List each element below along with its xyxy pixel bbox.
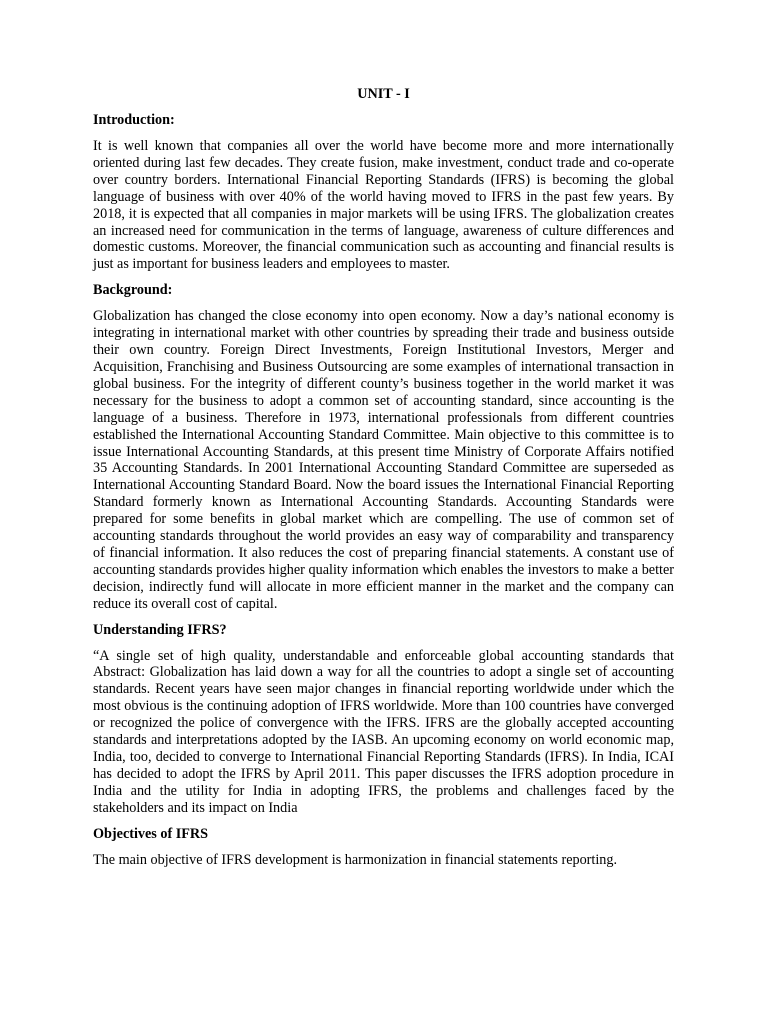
document-page	[93, 86, 674, 878]
section-heading-introduction: Introduction:	[93, 112, 175, 128]
section-heading-understanding-ifrs: Understanding IFRS?	[93, 621, 227, 638]
page-title: UNIT - I	[357, 86, 410, 102]
section-body-background: Globalization has changed the close economy into open economy. Now a day’s national economy is integrating in international market with other countries by spreading their trade and business outside their own country. Foreign Direct Investments, Foreign Institutional Investors, Merger and Acquisition, Franchising and Business Outsourcing are some examples of international transaction in global business. For the integrity of different county’s business together in the world market it was necessary for the business to adopt a common set of accounting standard, since accounting is the language of a business. Therefore in 1973, international professionals from different countries established the International Accounting Standard Committee. Main objective to this committee is to issue International Accounting Standards, at this present time Ministry of Corporate Affairs notified 35 Accounting Standards. In 2001 International Accounting Standard Committee are superseded as International Accounting Standard Board. Now the board issues the International Financial Reporting Standard formerly known as International Accounting Standards. Accounting Standards were prepared for some benefits in global market which are compelling. The use of common set of accounting standards throughout the world provides an easy way of comparability and transparency of financial information. It also reduces the cost of preparing financial statements. A constant use of accounting standards provides higher quality information which enables the investors to make a better decision, indirectly fund will allocate in more efficient manner in the market and the company can reduce its overall cost of capital.	[93, 308, 674, 612]
section-body-understanding-ifrs: “A single set of high quality, understandable and enforceable global accounting standards that Abstract: Globalization has laid down a way for all the countries to adopt a single set of accounting standards. Recent years have seen major changes in financial reporting worldwide under which the most obvious is the continuing adoption of IFRS worldwide. More than 100 countries have converged or recognized the police of convergence with the IFRS. IFRS are the globally accepted accounting standards and interpretations adopted by the IASB. An upcoming economy on world economic map, India, too, decided to converge to International Financial Reporting Standards (IFRS). In India, ICAI has decided to adopt the IFRS by April 2011. This paper discusses the IFRS adoption procedure in India and the utility for India in adopting IFRS, the problems and challenges faced by the stakeholders and its impact on India	[93, 647, 674, 816]
section-body-introduction: It is well known that companies all over the world have become more and more internationally oriented during last few decades. They create fusion, make investment, conduct trade and co-operate over country borders. International Financial Reporting Standards (IFRS) is becoming the global language of business with over 40% of the world having moved to IFRS in the past few years. By 2018, it is expected that all companies in major markets will be using IFRS. The globalization creates an increased need for communication in the terms of language, awareness of culture differences and domestic customs. Moreover, the financial communication such as accounting and financial results is just as important for business leaders and employees to master.	[93, 138, 674, 273]
section-heading-objectives: Objectives of IFRS	[93, 825, 209, 842]
section-body-objectives: The main objective of IFRS development is harmonization in financial statements reporting.	[93, 851, 618, 868]
section-heading-background: Background:	[93, 282, 173, 299]
